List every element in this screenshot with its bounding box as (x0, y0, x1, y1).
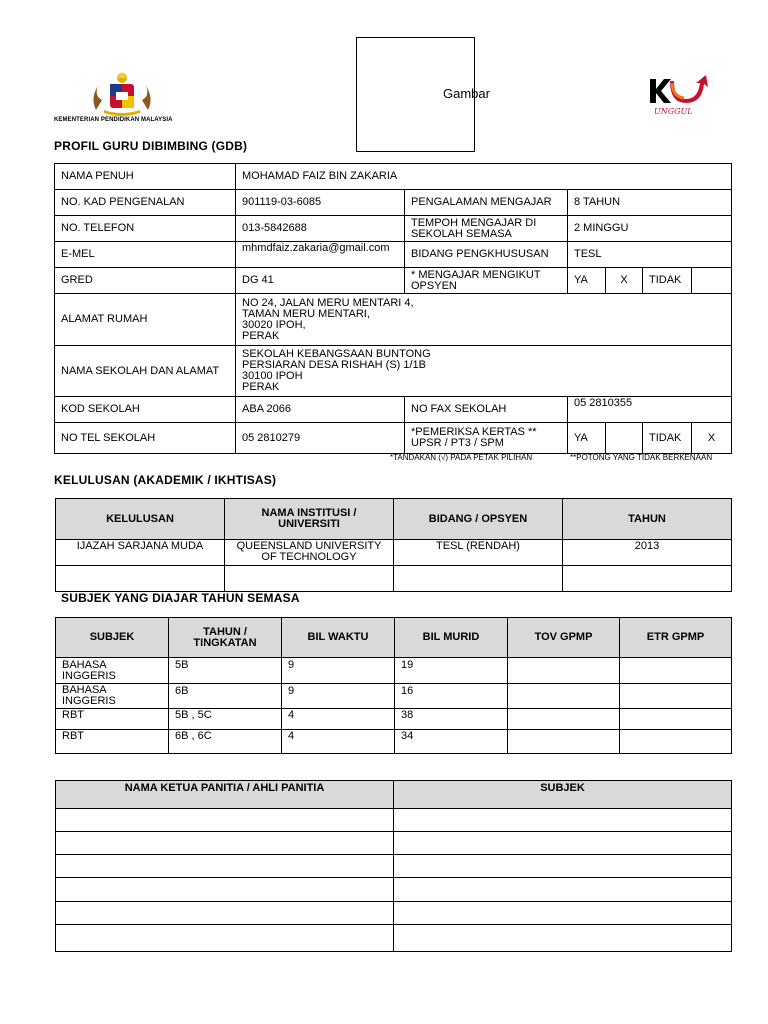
table-row (56, 730, 732, 754)
panitia-cell[interactable] (394, 925, 732, 952)
tel-value[interactable]: 013-5842688 (236, 216, 405, 242)
opsyen-tidak-checkbox[interactable] (692, 268, 732, 294)
kelulusan-header-row (56, 499, 732, 540)
subjek-cell[interactable]: 5B (169, 658, 282, 684)
fax-label: NO FAX SEKOLAH (405, 397, 568, 423)
pengalaman-value[interactable]: 8 TAHUN (568, 190, 732, 216)
subjek-cell[interactable] (508, 658, 620, 684)
tempoh-value[interactable]: 2 MINGGU (568, 216, 732, 242)
gred-value[interactable]: DG 41 (236, 268, 405, 294)
subjek-col-etr: ETR GPMP (620, 618, 732, 658)
panitia-cell[interactable] (56, 902, 394, 925)
email-value[interactable]: mhmdfaiz.zakaria@gmail.com (236, 242, 405, 268)
panitia-cell[interactable] (394, 832, 732, 855)
table-row (56, 902, 732, 925)
panitia-cell[interactable] (394, 902, 732, 925)
panitia-cell[interactable] (56, 809, 394, 832)
opsyen-tidak-label: TIDAK (643, 268, 692, 294)
subjek-cell[interactable]: RBT (56, 709, 169, 730)
ic-value[interactable]: 901119-03-6085 (236, 190, 405, 216)
profile-section-title: PROFIL GURU DIBIMBING (GDB) (54, 139, 248, 153)
pemeriksa-ya-label: YA (568, 423, 606, 454)
panitia-table (55, 780, 732, 952)
bidang-label: BIDANG PENGKHUSUSAN (405, 242, 568, 268)
gred-label: GRED (55, 268, 236, 294)
nama-label: NAMA PENUH (55, 164, 236, 190)
opsyen-ya-checkbox[interactable]: X (606, 268, 643, 294)
subjek-cell[interactable]: BAHASA INGGERIS (56, 658, 169, 684)
row-alamat (55, 294, 732, 346)
sekolah-label: NAMA SEKOLAH DAN ALAMAT (55, 346, 236, 397)
row-gred (55, 268, 732, 294)
bidang-value[interactable]: TESL (568, 242, 732, 268)
photo-label: Gambar (443, 86, 490, 101)
kod-value[interactable]: ABA 2066 (236, 397, 405, 423)
panitia-cell[interactable] (56, 855, 394, 878)
row-tel (55, 216, 732, 242)
profile-table (54, 163, 732, 454)
table-row (56, 540, 732, 566)
alamat-value[interactable]: NO 24, JALAN MERU MENTARI 4, TAMAN MERU MENTARI, 30020 IPOH, PERAK (236, 294, 732, 346)
kelulusan-cell[interactable] (225, 566, 394, 592)
row-kod (55, 397, 732, 423)
table-row (56, 925, 732, 952)
panitia-col-nama: NAMA KETUA PANITIA / AHLI PANITIA (56, 781, 394, 809)
subjek-cell[interactable]: 4 (282, 709, 395, 730)
subjek-section-title: SUBJEK YANG DIAJAR TAHUN SEMASA (61, 591, 300, 605)
panitia-col-subjek: SUBJEK (394, 781, 732, 809)
subjek-cell[interactable] (620, 709, 732, 730)
subjek-cell[interactable]: 16 (395, 684, 508, 709)
table-row (56, 658, 732, 684)
subjek-cell[interactable]: 4 (282, 730, 395, 754)
tempoh-label: TEMPOH MENGAJAR DI SEKOLAH SEMASA (405, 216, 568, 242)
table-row (56, 878, 732, 902)
kelulusan-col-bidang: BIDANG / OPSYEN (394, 499, 563, 540)
subjek-col-bil-murid: BIL MURID (395, 618, 508, 658)
panitia-cell[interactable] (56, 832, 394, 855)
nama-value[interactable]: MOHAMAD FAIZ BIN ZAKARIA (236, 164, 732, 190)
row-telsek (55, 423, 732, 454)
kelulusan-cell[interactable] (563, 566, 732, 592)
pengalaman-label: PENGALAMAN MENGAJAR (405, 190, 568, 216)
table-row (56, 809, 732, 832)
kelulusan-col-kelulusan: KELULUSAN (56, 499, 225, 540)
pemeriksa-label: *PEMERIKSA KERTAS ** UPSR / PT3 / SPM (405, 423, 568, 454)
email-label: E-MEL (55, 242, 236, 268)
note-tandakan: *TANDAKAN (√) PADA PETAK PILIHAN (390, 453, 533, 462)
row-email (55, 242, 732, 268)
panitia-cell[interactable] (394, 809, 732, 832)
pemeriksa-tidak-checkbox[interactable]: X (692, 423, 732, 454)
subjek-cell[interactable]: 6B , 6C (169, 730, 282, 754)
kod-label: KOD SEKOLAH (55, 397, 236, 423)
telsek-value[interactable]: 05 2810279 (236, 423, 405, 454)
subjek-cell[interactable]: 6B (169, 684, 282, 709)
subjek-cell[interactable]: 38 (395, 709, 508, 730)
subjek-col-tov: TOV GPMP (508, 618, 620, 658)
table-row (56, 855, 732, 878)
alamat-label: ALAMAT RUMAH (55, 294, 236, 346)
kelulusan-section-title: KELULUSAN (AKADEMIK / IKHTISAS) (54, 473, 277, 487)
fax-value[interactable]: 05 2810355 (568, 397, 732, 423)
panitia-header-row (56, 781, 732, 809)
kelulusan-col-institusi: NAMA INSTITUSI / UNIVERSITI (225, 499, 394, 540)
subjek-cell[interactable]: BAHASA INGGERIS (56, 684, 169, 709)
kelulusan-col-tahun: TAHUN (563, 499, 732, 540)
subjek-cell[interactable] (508, 730, 620, 754)
panitia-cell[interactable] (394, 855, 732, 878)
panitia-cell[interactable] (56, 878, 394, 902)
tel-label: NO. TELEFON (55, 216, 236, 242)
table-row (56, 709, 732, 730)
subjek-cell[interactable]: 19 (395, 658, 508, 684)
ic-label: NO. KAD PENGENALAN (55, 190, 236, 216)
row-sekolah (55, 346, 732, 397)
subjek-cell[interactable] (508, 684, 620, 709)
note-potong: **POTONG YANG TIDAK BERKENAAN (570, 453, 713, 462)
kelulusan-cell[interactable] (394, 566, 563, 592)
sekolah-value[interactable]: SEKOLAH KEBANGSAAN BUNTONG PERSIARAN DESA RISHAH (S) 1/1B 30100 IPOH PERAK (236, 346, 732, 397)
crest-icon (86, 70, 158, 118)
subjek-col-subjek: SUBJEK (56, 618, 169, 658)
subjek-cell[interactable] (620, 684, 732, 709)
panitia-cell[interactable] (56, 925, 394, 952)
subjek-cell[interactable] (620, 658, 732, 684)
kelulusan-table (55, 498, 732, 592)
panitia-cell[interactable] (394, 878, 732, 902)
row-ic (55, 190, 732, 216)
opsyen-label: * MENGAJAR MENGIKUT OPSYEN (405, 268, 568, 294)
table-row (56, 566, 732, 592)
kelulusan-cell[interactable] (56, 566, 225, 592)
kelulusan-cell[interactable]: 2013 (563, 540, 732, 566)
unggul-tagline: UNGGUL (654, 107, 693, 116)
telsek-label: NO TEL SEKOLAH (55, 423, 236, 454)
pemeriksa-ya-checkbox[interactable] (606, 423, 643, 454)
ministry-crest-logo (86, 70, 158, 118)
subjek-header-row (56, 618, 732, 658)
pemeriksa-tidak-label: TIDAK (643, 423, 692, 454)
subjek-cell[interactable] (620, 730, 732, 754)
subjek-cell[interactable]: RBT (56, 730, 169, 754)
subjek-cell[interactable] (508, 709, 620, 730)
kelulusan-cell[interactable]: TESL (RENDAH) (394, 540, 563, 566)
subjek-col-bil-waktu: BIL WAKTU (282, 618, 395, 658)
kelulusan-cell[interactable]: IJAZAH SARJANA MUDA (56, 540, 225, 566)
subjek-cell[interactable]: 9 (282, 658, 395, 684)
kelulusan-cell[interactable]: QUEENSLAND UNIVERSITY OF TECHNOLOGY (225, 540, 394, 566)
opsyen-ya-label: YA (568, 268, 606, 294)
ministry-name: KEMENTERIAN PENDIDIKAN MALAYSIA (54, 117, 173, 123)
subjek-cell[interactable]: 9 (282, 684, 395, 709)
subjek-table (55, 617, 732, 754)
subjek-cell[interactable]: 5B , 5C (169, 709, 282, 730)
table-row (56, 684, 732, 709)
subjek-cell[interactable]: 34 (395, 730, 508, 754)
row-nama (55, 164, 732, 190)
subjek-col-tahun: TAHUN / TINGKATAN (169, 618, 282, 658)
table-row (56, 832, 732, 855)
